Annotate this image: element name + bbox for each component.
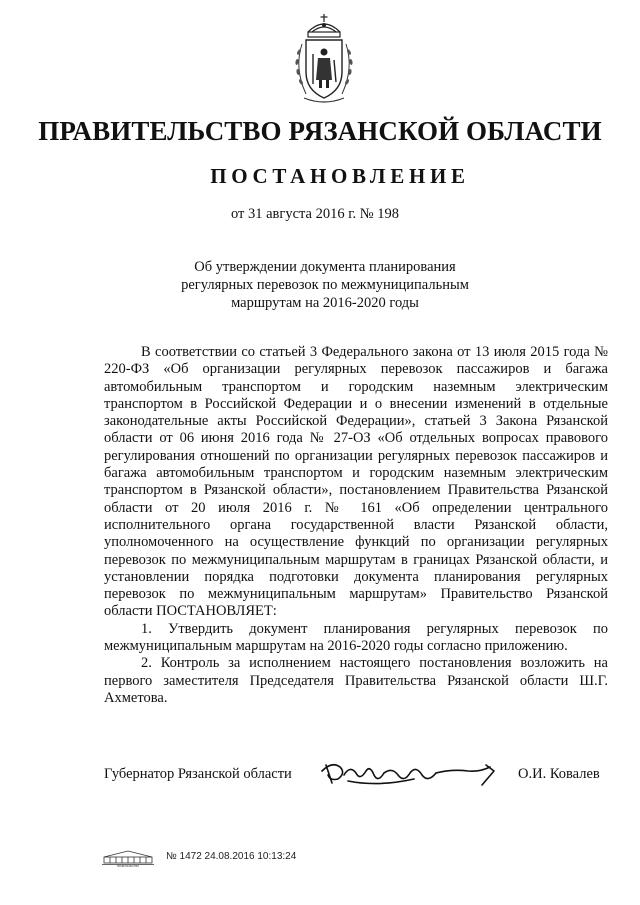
organization-title: ПРАВИТЕЛЬСТВО РЯЗАНСКОЙ ОБЛАСТИ [38,116,602,146]
subject-line: Об утверждении документа планирования [194,259,456,275]
government-building-stamp-icon [100,849,156,867]
body-paragraph: В соответствии со статьей 3 Федерального закона от 13 июля 2015 года № 220-ФЗ «Об организации регулярных перевозок пассажиров и багажа автомобильным транспортом и городским наземным электрическим транспортом в Российской Федерации и о внесении изменений в отдельные законодательные акты Российской Федерации», статьей 3 Закона Рязанской области от 06 июня 2016 года № 27-ОЗ «Об отдельных вопросах правового регулирования отношений по организации регулярных перевозок пассажиров и багажа автомобильным транспортом и городским наземным электрическим транспортом в Рязанской области», постановлением Правительства Рязанской области от 20 июля 2016 г. № 161 «Об определении центрального исполнительного органа государственной власти Рязанской области, уполномоченного на осуществление функций по организации регулярных перевозок по межмуниципальным маршрутам в границах Рязанской области, и установлении порядка подготовки документа планирования регулярных перевозок по межмуниципальным маршрутам» Правительство Рязанской области ПОСТАНОВЛЯЕТ: [104,344,608,620]
body-paragraph: 2. Контроль за исполнением настоящего постановления возложить на первого заместителя Председателя Правительства Рязанской области Ш.Г. Ахметова. [104,655,608,706]
registration-number: № 1472 24.08.2016 10:13:24 [166,851,297,862]
document-subject [165,258,485,312]
stamp-text: ПРАВИТЕЛЬСТВО [116,864,140,867]
document-body [104,344,608,707]
handwritten-signature [318,757,500,793]
subject-line: регулярных перевозок по межмуниципальным [181,277,469,293]
signatory-position: Губернатор Рязанской области [104,766,292,782]
signatory-name: О.И. Ковалев [518,766,600,782]
document-date-number: от 31 августа 2016 г. № 198 [230,206,400,222]
coat-of-arms-icon [288,10,360,110]
body-paragraph: 1. Утвердить документ планирования регулярных перевозок по межмуниципальным маршрутам на 2016-2020 годы согласно приложению. [104,620,608,655]
document-type: ПОСТАНОВЛЕНИЕ [210,164,470,188]
subject-line: маршрутам на 2016-2020 годы [231,295,419,311]
